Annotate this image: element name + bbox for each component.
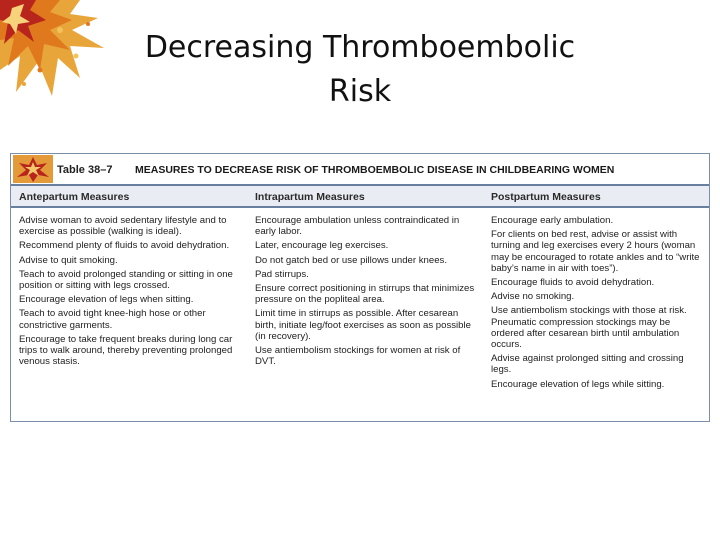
- slide-title-line-2: Risk: [328, 74, 392, 109]
- list-item: Advise against prolonged sitting and crossing legs.: [491, 353, 684, 376]
- column-header-row: [11, 186, 709, 208]
- list-item: Use antiembolism stockings for women at risk of DVT.: [255, 345, 461, 368]
- measures-table: [10, 153, 710, 422]
- list-item: Advise to quit smoking.: [19, 254, 118, 266]
- list-item: Advise woman to avoid sedentary lifestyle and to exercise as possible (walking is ideal).: [19, 215, 227, 238]
- list-item: Encourage elevation of legs while sitting.: [491, 378, 665, 390]
- list-item: Recommend plenty of fluids to avoid dehydration.: [19, 240, 230, 252]
- list-item: Limit time in stirrups as possible. After cesarean birth, initiate leg/foot exercises as soon as possible (in recovery).: [255, 308, 471, 342]
- list-item: Encourage fluids to avoid dehydration.: [491, 277, 655, 289]
- list-item: Teach to avoid prolonged standing or sitting in one position or sitting with legs crossed.: [19, 268, 233, 292]
- list-item: For clients on bed rest, advise or assist with turning and leg exercises every 2 hours (woman may be encouraged to rotate ankles and to “write baby’s name in air with toes”).: [491, 229, 700, 274]
- list-item: Advise no smoking.: [491, 291, 575, 303]
- column-header-postpartum: Postpartum Measures: [491, 191, 601, 203]
- column-postpartum: [491, 215, 703, 393]
- list-item: Do not gatch bed or use pillows under knees.: [255, 254, 447, 266]
- starburst-decoration-icon: [0, 0, 104, 96]
- starburst-decoration-icon: [13, 155, 53, 183]
- corner-starburst-decoration: [0, 0, 112, 104]
- slide-title: [100, 26, 620, 114]
- list-item: Use antiembolism stockings with those at risk. Pneumatic compression stockings may be ordered after cesarean birth until ambulation occurs.: [491, 305, 687, 351]
- table-title: MEASURES TO DECREASE RISK OF THROMBOEMBOLIC DISEASE IN CHILDBEARING WOMEN: [135, 164, 615, 176]
- slide-title-line-1: Decreasing Thromboembolic: [144, 30, 576, 65]
- list-item: Encourage to take frequent breaks during long car trips to walk around, thereby preventing prolonged venous stasis.: [19, 333, 233, 368]
- column-header-antepartum: Antepartum Measures: [19, 191, 130, 203]
- list-item: Encourage early ambulation.: [491, 215, 614, 226]
- list-item: Later, encourage leg exercises.: [255, 240, 389, 252]
- list-item: Ensure correct positioning in stirrups that minimizes pressure on the popliteal area.: [255, 283, 475, 306]
- list-item: Pad stirrups.: [255, 268, 309, 280]
- table-number: Table 38–7: [57, 164, 113, 176]
- list-item: Teach to avoid tight knee-high hose or other constrictive garments.: [19, 308, 206, 331]
- column-intrapartum: [255, 215, 475, 370]
- list-item: Encourage elevation of legs when sitting.: [19, 294, 194, 306]
- column-antepartum: [19, 215, 241, 370]
- list-item: Encourage ambulation unless contraindicated in early labor.: [255, 215, 460, 238]
- table-header-strip: [11, 154, 709, 186]
- column-header-intrapartum: Intrapartum Measures: [255, 191, 365, 203]
